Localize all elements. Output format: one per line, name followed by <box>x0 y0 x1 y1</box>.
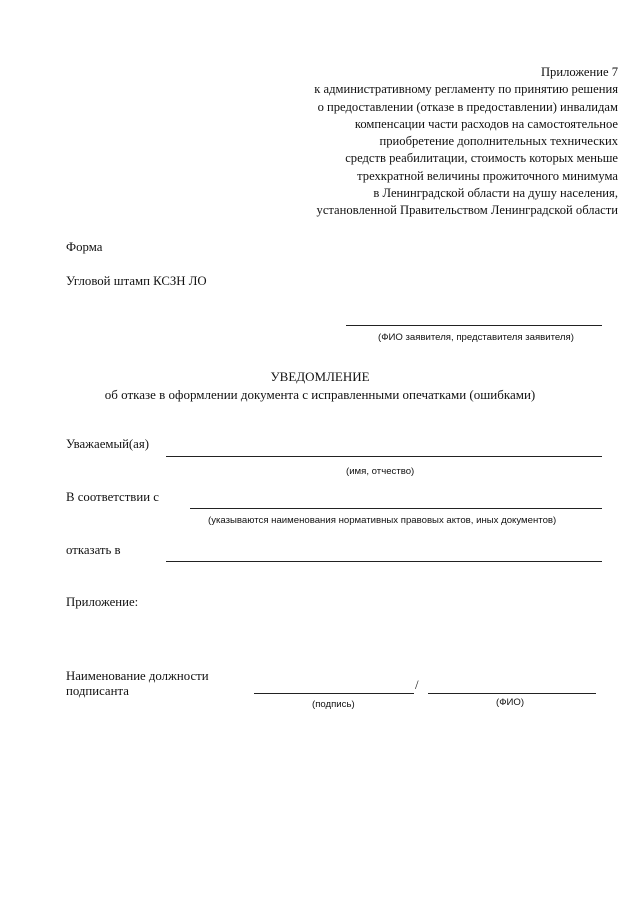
salutation-line[interactable] <box>166 456 602 457</box>
form-label: Форма <box>66 240 103 254</box>
stamp-label: Угловой штамп КСЗН ЛО <box>66 274 207 288</box>
signer-name-caption: (ФИО) <box>496 697 525 708</box>
annex-line: к административному регламенту по принятию решения <box>314 82 618 97</box>
accordance-line[interactable] <box>190 508 602 509</box>
annex-line: о предоставлении (отказе в предоставлении) инвалидам <box>317 99 618 114</box>
signer-position-label: Наименование должности <box>66 669 209 683</box>
accordance-label: В соответствии с <box>66 490 159 504</box>
refuse-line[interactable] <box>166 561 602 562</box>
annex-line: Приложение 7 <box>540 65 618 79</box>
annex-header <box>238 64 618 220</box>
annex-line: компенсации части расходов на самостоятельное <box>354 116 618 131</box>
signature-caption: (подпись) <box>312 699 355 710</box>
annex-line: установленной Правительством Ленинградской области <box>316 203 618 218</box>
signature-separator: / <box>415 678 419 692</box>
notice-title: УВЕДОМЛЕНИЕ <box>270 369 370 384</box>
annex-line: в Ленинградской области на душу населения, <box>373 186 618 201</box>
notice-subtitle: об отказе в оформлении документа с исправленными опечатками (ошибками) <box>104 387 536 402</box>
applicant-caption: (ФИО заявителя, представителя заявителя) <box>378 332 574 343</box>
annex-line: приобретение дополнительных технических <box>379 134 618 149</box>
annex-line: трехкратной величины прожиточного минимума <box>357 168 618 183</box>
salutation-caption: (имя, отчество) <box>346 466 415 477</box>
signer-position-label-cont: подписанта <box>66 684 129 698</box>
signature-line[interactable] <box>254 693 414 694</box>
applicant-name-line[interactable] <box>346 325 602 326</box>
salutation-label: Уважаемый(ая) <box>66 437 150 451</box>
accordance-caption: (указываются наименования нормативных правовых актов, иных документов) <box>208 515 557 526</box>
signer-name-line[interactable] <box>428 693 596 694</box>
annex-line: средств реабилитации, стоимость которых меньше <box>345 151 618 166</box>
refuse-label: отказать в <box>66 543 121 557</box>
attachment-label: Приложение: <box>66 595 139 609</box>
